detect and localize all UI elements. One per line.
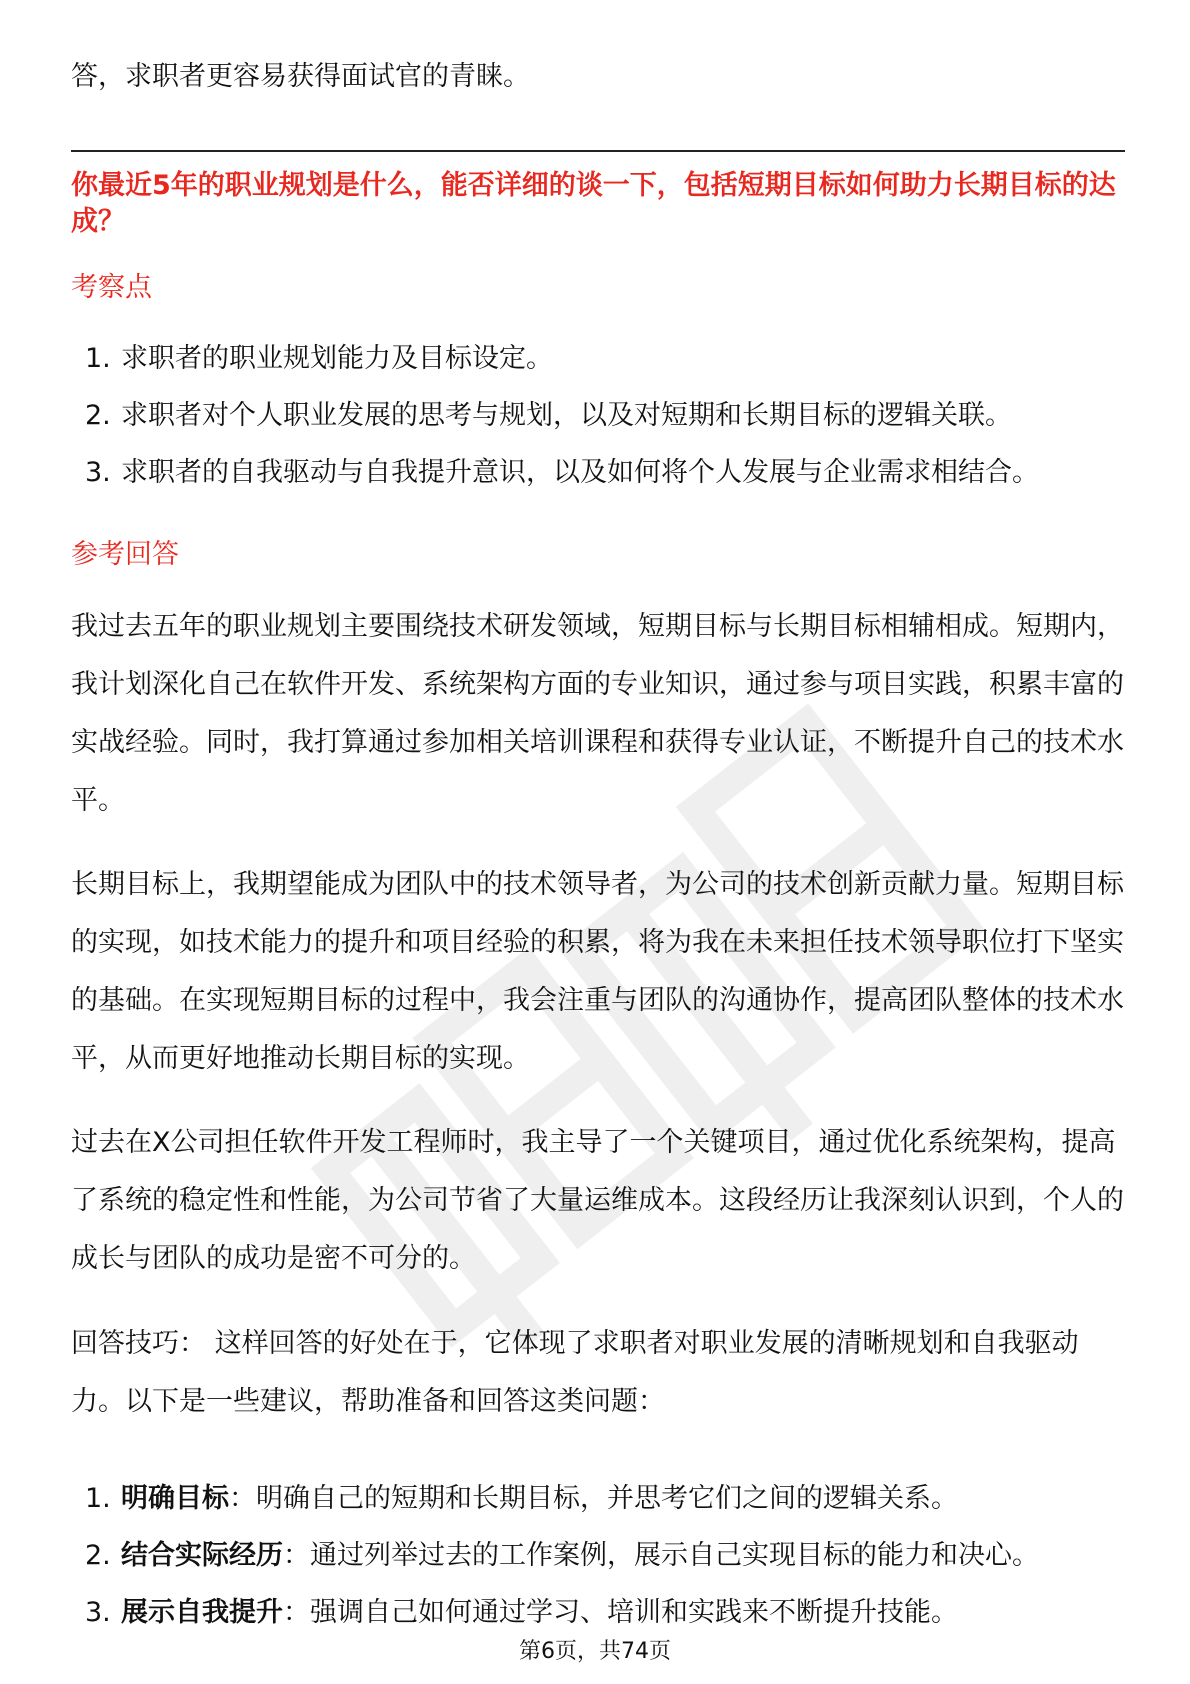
list-item: 3. 求职者的自我驱动与自我提升意识，以及如何将个人发展与企业需求相结合。 — [85, 457, 1039, 488]
list-item: 2. 结合实际经历：通过列举过去的工作案例，展示自己实现目标的能力和决心。 — [85, 1540, 1039, 1571]
tips-list — [85, 1470, 1125, 1641]
section-heading-assessment: 考察点 — [71, 272, 152, 303]
assessment-list — [85, 330, 1125, 501]
intro-text: 答，求职者更容易获得面试官的青睐。 — [71, 61, 530, 92]
list-item: 2. 求职者对个人职业发展的思考与规划，以及对短期和长期目标的逻辑关联。 — [85, 400, 1012, 431]
answer-paragraph: 过去在X公司担任软件开发工程师时，我主导了一个关键项目，通过优化系统架构，提高了系统的稳定性和性能，为公司节省了大量运维成本。这段经历让我深刻认识到，个人的成长与团队的成功是密不可分的。 — [71, 1127, 1124, 1274]
divider — [71, 150, 1125, 152]
question-heading: 你最近5年的职业规划是什么，能否详细的谈一下，包括短期目标如何助力长期目标的达成？ — [71, 170, 1116, 237]
answer-paragraph: 长期目标上，我期望能成为团队中的技术领导者，为公司的技术创新贡献力量。短期目标的实现，如技术能力的提升和项目经验的积累，将为我在未来担任技术领导职位打下坚实的基础。在实现短期目标的过程中，我会注重与团队的沟通协作，提高团队整体的技术水平，从而更好地推动长期目标的实现。 — [71, 869, 1124, 1074]
page-footer: 第6页，共74页 — [519, 1639, 671, 1664]
list-item: 1. 明确目标：明确自己的短期和长期目标，并思考它们之间的逻辑关系。 — [85, 1483, 958, 1514]
list-item: 3. 展示自我提升：强调自己如何通过学习、培训和实践来不断提升技能。 — [85, 1597, 958, 1628]
tips-paragraph: 回答技巧： 这样回答的好处在于，它体现了求职者对职业发展的清晰规划和自我驱动力。以下是一些建议，帮助准备和回答这类问题： — [71, 1328, 1079, 1417]
section-heading-reference-answer: 参考回答 — [71, 539, 179, 570]
answer-paragraph: 我过去五年的职业规划主要围绕技术研发领域，短期目标与长期目标相辅相成。短期内，我计划深化自己在软件开发、系统架构方面的专业知识，通过参与项目实践，积累丰富的实战经验。同时，我打算通过参加相关培训课程和获得专业认证，不断提升自己的技术水平。 — [71, 611, 1124, 816]
list-item: 1. 求职者的职业规划能力及目标设定。 — [85, 343, 553, 374]
